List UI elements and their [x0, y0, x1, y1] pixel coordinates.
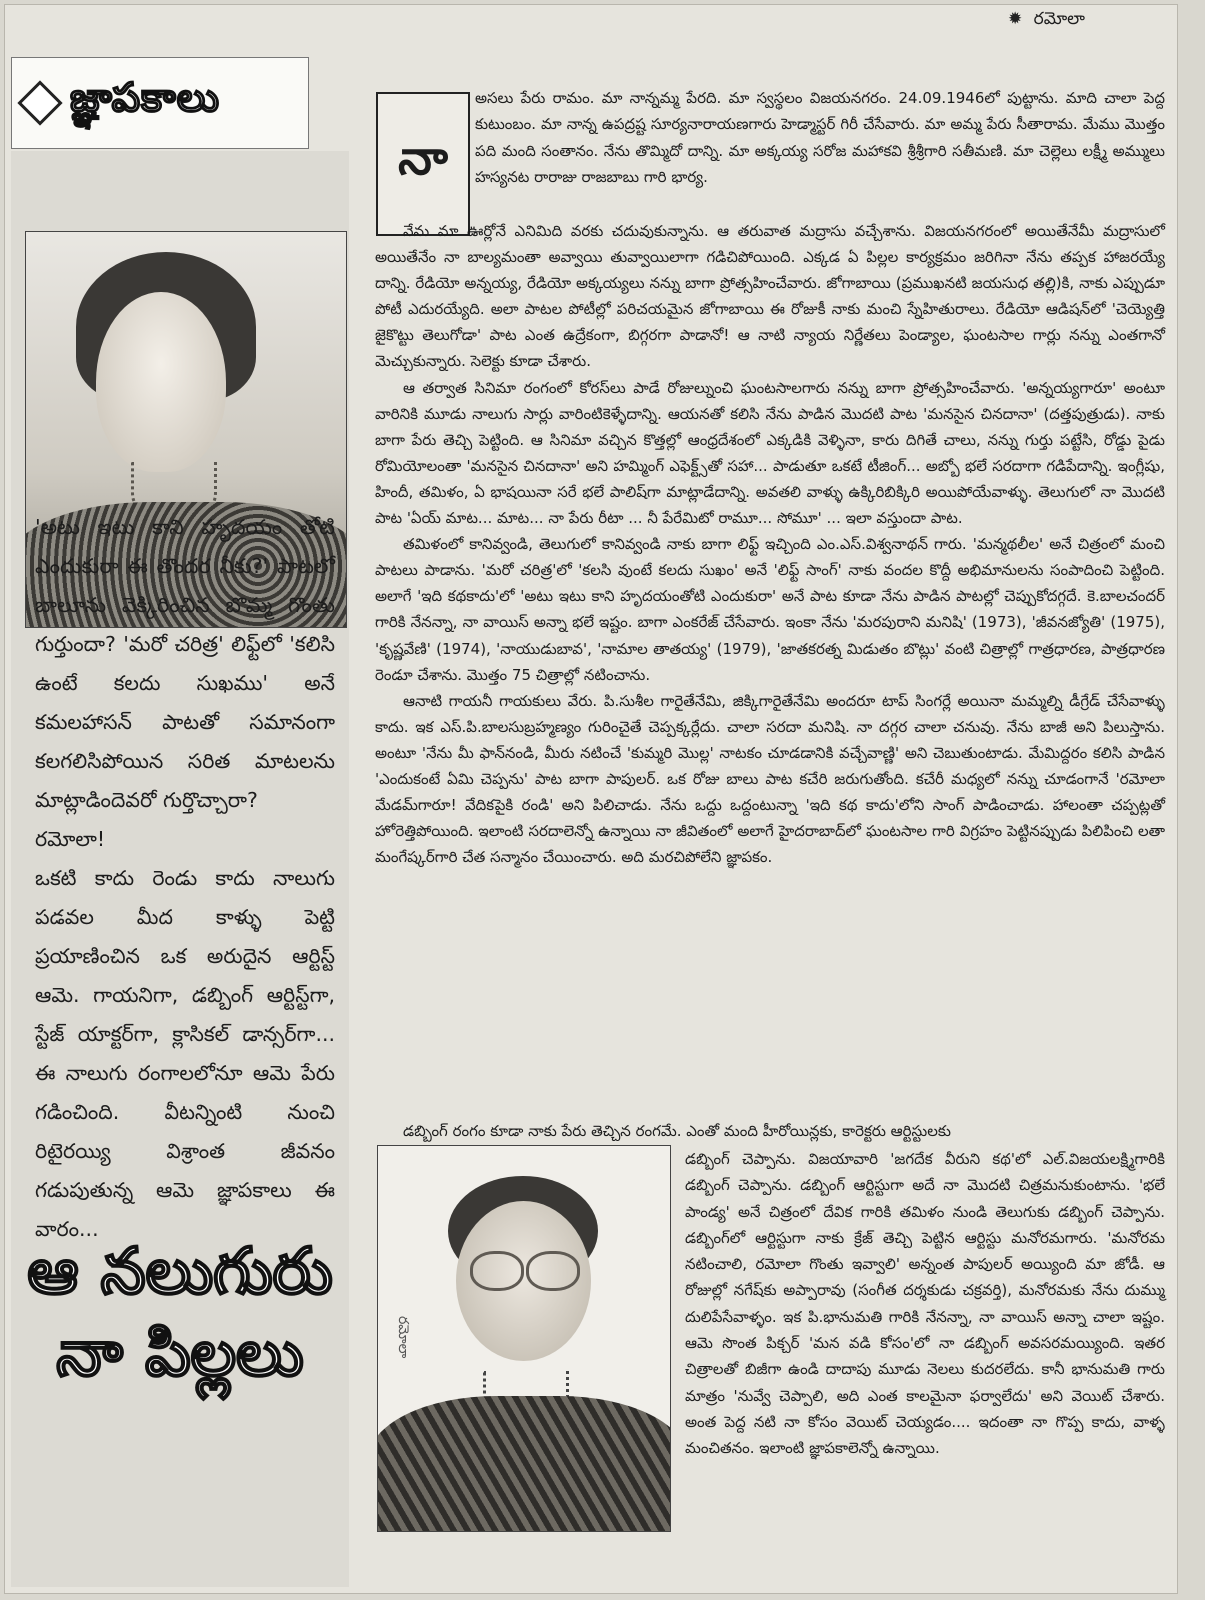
- section-title: జ్ఞాపకాలు: [70, 75, 220, 121]
- diamond-icon: [17, 80, 62, 125]
- intro-paragraph: 'అటు ఇటు కాని హృదయం తోటి ఎందుకురా ఈ తొందర నీకు?' పాటలో బాలూను వెక్కిరించిన బొమ్మ గొంతు గుర్తుందా? 'మరో చరిత్ర' లిఫ్ట్‌లో 'కలిసి ఉంటే కలదు సుఖము' అనే కమలహాసన్ పాటతో సమానంగా కలగలిసిపోయిన సరిత మాటలను మాట్లాడిందెవరో గుర్తొచ్చారా?: [35, 515, 335, 812]
- article-opening: [475, 85, 1165, 190]
- article-paragraph: ఆనాటి గాయనీ గాయకులు వేరు. పి.సుశీల గారైతేనేమి, జిక్కిగారైతేనేమి అందరూ టాప్ సింగర్లే అయినా మమ్మల్ని డీగ్రేడ్ చేసేవాళ్ళు కాదు. ఇక ఎస్.పి.బాలసుబ్రహ్మణ్యం గురించైతే చెప్పక్కర్లేదు. చాలా సరదా మనిషి. నా దగ్గర చాలా చనువు. నేను బాజీ అని పిలుస్తాను. అంటూ 'నేను మీ ఫాన్‌నండి, మీరు నటించే 'కుమ్మరి మొల్ల' నాటకం చూడడానికి వచ్చేవాణ్ణి' అని చెబుతుంటాడు. మేమిద్దరం కలిసి పాడిన 'ఎందుకంటే ఏమి చెప్పను' పాట బాగా పాపులర్. ఒక రోజు బాలు పాట కచేరి జరుగుతోంది. కచేరీ మధ్యలో నన్ను చూడంగానే 'రమోలా మేడమ్‌గారూ! వేదికపైకి రండి' అని పిలిచాడు. నేను ఒద్దు ఒద్దంటున్నా 'ఇది కథ కాదు'లోని సాంగ్ పాడించాడు. హాలంతా చప్పట్లతో హోరెత్తిపోయింది. ఇలాంటి సరదాలెన్నో ఉన్నాయి నా జీవితంలో అలాగే హైదరాబాద్‌లో ఘంటసాల గారి విగ్రహం పెట్టినప్పుడు పిలిపించి లతా మంగేష్కర్‌గారి చేత సన్మానం చేయించారు. అది మరచిపోలేని జ్ఞాపకం.: [375, 691, 1165, 867]
- byline: [1008, 9, 1085, 33]
- article-paragraph: డబ్బింగ్ చెప్పాను. విజయావారి 'జగదేక వీరుని కథ'లో ఎల్.విజయలక్ష్మిగారికి డబ్బింగ్ చెప్పాను. డబ్బింగ్ ఆర్టిస్టుగా అదే నా మొదటి చిత్రమనుకుంటాను. 'భలే పాండ్య' అనే చిత్రంలో దేవిక గారికి తమిళం నుండి తెలుగుకు డబ్బింగ్ చెప్పాను. డబ్బింగ్‌లో ఆర్టిస్టుగా నాకు క్రేజ్ తెచ్చి పెట్టిన ఆర్టిస్టు మనోరమగారు. 'మనోరమ నటించాలి, రమోలా గొంతు ఇవ్వాలి' అన్నంత పాపులర్ అయ్యింది మా జోడీ. ఆ రోజుల్లో నగేష్‌కు అప్పారావు (సంగీత దర్శకుడు చక్రవర్తి), మనోరమకు నేను దుమ్ము దులిపేసేవాళ్ళం. ఇక పి.భానుమతి గారికి నేనన్నా, నా వాయిస్ అన్నా చాలా ఇష్టం. ఆమె సొంత పిక్చర్ 'మన వడి కోసం'లో నా డబ్బింగ్ అవసరమయ్యింది. ఇతర చిత్రాలతో బిజీగా ఉండి దాదాపు మూడు నెలలు కుదరలేదు. కానీ భానుమతి గారు మాత్రం 'నువ్వే చెప్పాలి, అది ఎంత కాలమైనా ఫర్వాలేదు' అని వెయిట్ చేశారు. అంత పెద్ద నటి నా కోసం వెయిట్ చెయ్యడం.... ఇదంతా నా గొప్ప కాదు, వాళ్ళ మంచితనం. ఇలాంటి జ్ఞాపకాలెన్నో ఉన్నాయి.: [685, 1150, 1165, 1458]
- byline-author: రమోలా: [1033, 9, 1085, 29]
- article-paragraph: తమిళంలో కానివ్వండి, తెలుగులో కానివ్వండి నాకు బాగా లిఫ్ట్ ఇచ్చింది ఎం.ఎస్.విశ్వనాథన్ గారు. 'మన్మథలీల' అనే చిత్రంలో మంచి పాటలు పాడాను. 'మరో చరిత్ర'లో 'కలసి వుంటే కలదు సుఖం' అనే 'లిఫ్ట్ సాంగ్' నాకు వందల కొద్దీ అభిమానులను సంపాదించి పెట్టింది. అలాగే 'ఇది కథకాదు'లో 'అటు ఇటు కాని హృదయంతోటి ఎందుకురా' అనే పాట కూడా నేను పాడిన పాటల్లో చెప్పుకోదగ్గదే. కె.బాలచందర్ గారికి నేనన్నా, నా వాయిస్ అన్నా భలే ఇష్టం. బాగా ఎంకరేజ్ చేసేవారు. ఇంకా నేను 'మరపురాని మనిషి' (1973), 'జీవనజ్యోతి' (1975), 'కృష్ణవేణి' (1974), 'నాయుడుబావ', 'నామాల తాతయ్య' (1979), 'జాతకరత్న మిడుతం బొట్లు' వంటి చిత్రాల్లో గాత్రధారణ, పాత్రధారణ రెండూ చేశాను. మొత్తం 75 చిత్రాల్లో నటించాను.: [375, 535, 1165, 684]
- portrait-photo-recent: [377, 1145, 671, 1532]
- article-paragraph: అసలు పేరు రామం. మా నాన్నమ్మ పేరది. మా స్వస్థలం విజయనగరం. 24.09.1946లో పుట్టాను. మాది చాలా పెద్ద కుటుంబం. మా నాన్న ఉపద్రష్ట సూర్యనారాయణగారు హెడ్మాస్టర్ గిరీ చేసేవారు. మా అమ్మ పేరు సీతారామ. మేము మొత్తం పది మంది సంతానం. నేను తొమ్మిదో దాన్ని. మా అక్కయ్య సరోజ మహాకవి శ్రీశ్రీగారి సతీమణి. మా చెల్లెలు లక్ష్మీ అమ్ములు హస్యనట రారాజు రాజబాబు గారి భార్య.: [475, 89, 1165, 186]
- article-closing: [685, 1146, 1165, 1462]
- intro-name: రమోలా!: [35, 827, 106, 851]
- article-paragraph: ఆ తర్వాత సినిమా రంగంలో కోరస్‌లు పాడే రోజుల్నుంచి ఘంటసాలగారు నన్ను బాగా ప్రోత్సహించేవారు. 'అన్నయ్యగారూ' అంటూ వారినికి మూడు నాలుగు సార్లు వారింటికెళ్ళేదాన్ని. ఆయనతో కలిసి నేను పాడిన మొదటి పాట 'మనసైన చినదానా' (దత్తపుత్రుడు). నాకు బాగా పేరు తెచ్చి పెట్టింది. ఆ సినిమా వచ్చిన కొత్తల్లో ఆంధ్రదేశంలో ఎక్కడికి వెళ్ళినా, కారు దిగితే చాలు, నన్ను గుర్తు పట్టేసి, రోడ్డు పైడు రోమియోలంతా 'మనసైన చినదానా' అని హమ్మింగ్ ఎఫెక్ట్స్‌తో సహా... పాడుతూ ఒకటే టీజింగ్... అబ్బో భలే సరదాగా గడిపేదాన్ని. ఇంగ్లీషు, హిందీ, తమిళం, ఏ భాషయినా సరే భలే పాలిష్‌గా మాట్లాడేదాన్ని. అవతలి వాళ్ళు ఉక్కిరిబిక్కిరి అయిపోయేవాళ్ళు. తెలుగులో నా మొదటి పాట 'ఏయ్ మాట... మాట... నా పేరు రీటా ... నీ పేరేమిటో రామూ... సోమూ' ... ఇలా వస్తుందా పాట.: [375, 378, 1165, 528]
- article-body: [375, 218, 1165, 870]
- glasses: [470, 1251, 580, 1287]
- drop-cap: నా: [376, 92, 470, 236]
- intro-paragraph: ఒకటి కాదు రెండు కాదు నాలుగు పడవల మీద కాళ్ళు పెట్టి ప్రయాణించిన ఒక అరుదైన ఆర్టిస్ట్ ఆమె. గాయనిగా, డబ్బింగ్ ఆర్టిస్ట్‌గా, స్టేజ్ యాక్టర్‌గా, క్లాసికల్ డాన్సర్‌గా... ఈ నాలుగు రంగాలలోనూ ఆమె పేరు గడించింది. వీటన్నింటి నుంచి రిటైరయ్యి విశ్రాంత జీవనం గడుపుతున్న ఆమె జ్ఞాపకాలు ఈ వారం...: [35, 866, 335, 1241]
- asterisk-icon: ✹: [1008, 9, 1023, 29]
- article-paragraph-lead: డబ్బింగ్ రంగం కూడా నాకు పేరు తెచ్చిన రంగమే. ఎంతో మంది హీరోయిన్లకు, కారెక్టరు ఆర్టిస్టులకు: [403, 1122, 951, 1140]
- intro-text: [35, 508, 335, 1249]
- section-header: [11, 57, 309, 149]
- photo-signature: రమోలా: [395, 1316, 411, 1359]
- newspaper-page: [4, 4, 1178, 1594]
- feature-title: ఆ నలుగురు నా పిల్లలు: [27, 1235, 333, 1391]
- article-paragraph: నేను మా ఊర్లోనే ఎనిమిది వరకు చదువుకున్నాను. ఆ తరువాత మద్రాసు వచ్చేశాను. విజయనగరంలో అయితేనేమీ మద్రాసులో అయితేనేం నా బాల్యమంతా అవ్వాయి తువ్వాయిలాగా గడిచిపోయింది. ఎక్కడ ఏ పిల్లల కార్యక్రమం జరిగినా నేను తప్పక హాజరయ్యే దాన్ని. రేడియో అన్నయ్య, రేడియో అక్కయ్యలు నన్ను బాగా ప్రోత్సహించేవారు. జోగాబాయి (ప్రముఖనటి జయసుధ తల్లి)కి, నాకు ఎప్పుడూ పోటీ ఎదురయ్యేది. అలా పాటల పోటీల్లో పరిచయమైన జోగాబాయి ఈ రోజుకీ నాకు మంచి స్నేహితురాలు. రేడియో ఆడిషన్‌లో 'చెయ్యెత్తి జైకొట్టు తెలుగోడా' పాట ఎంత ఉద్రేకంగా, బిగ్గరగా పాడానో! ఆ నాటి న్యాయ నిర్ణేతలు పెండ్యాల, ఘంటసాల గార్లు నన్ను ఎంతగానో మెచ్చుకున్నారు. సెలెక్టు కూడా చేశారు.: [375, 222, 1165, 371]
